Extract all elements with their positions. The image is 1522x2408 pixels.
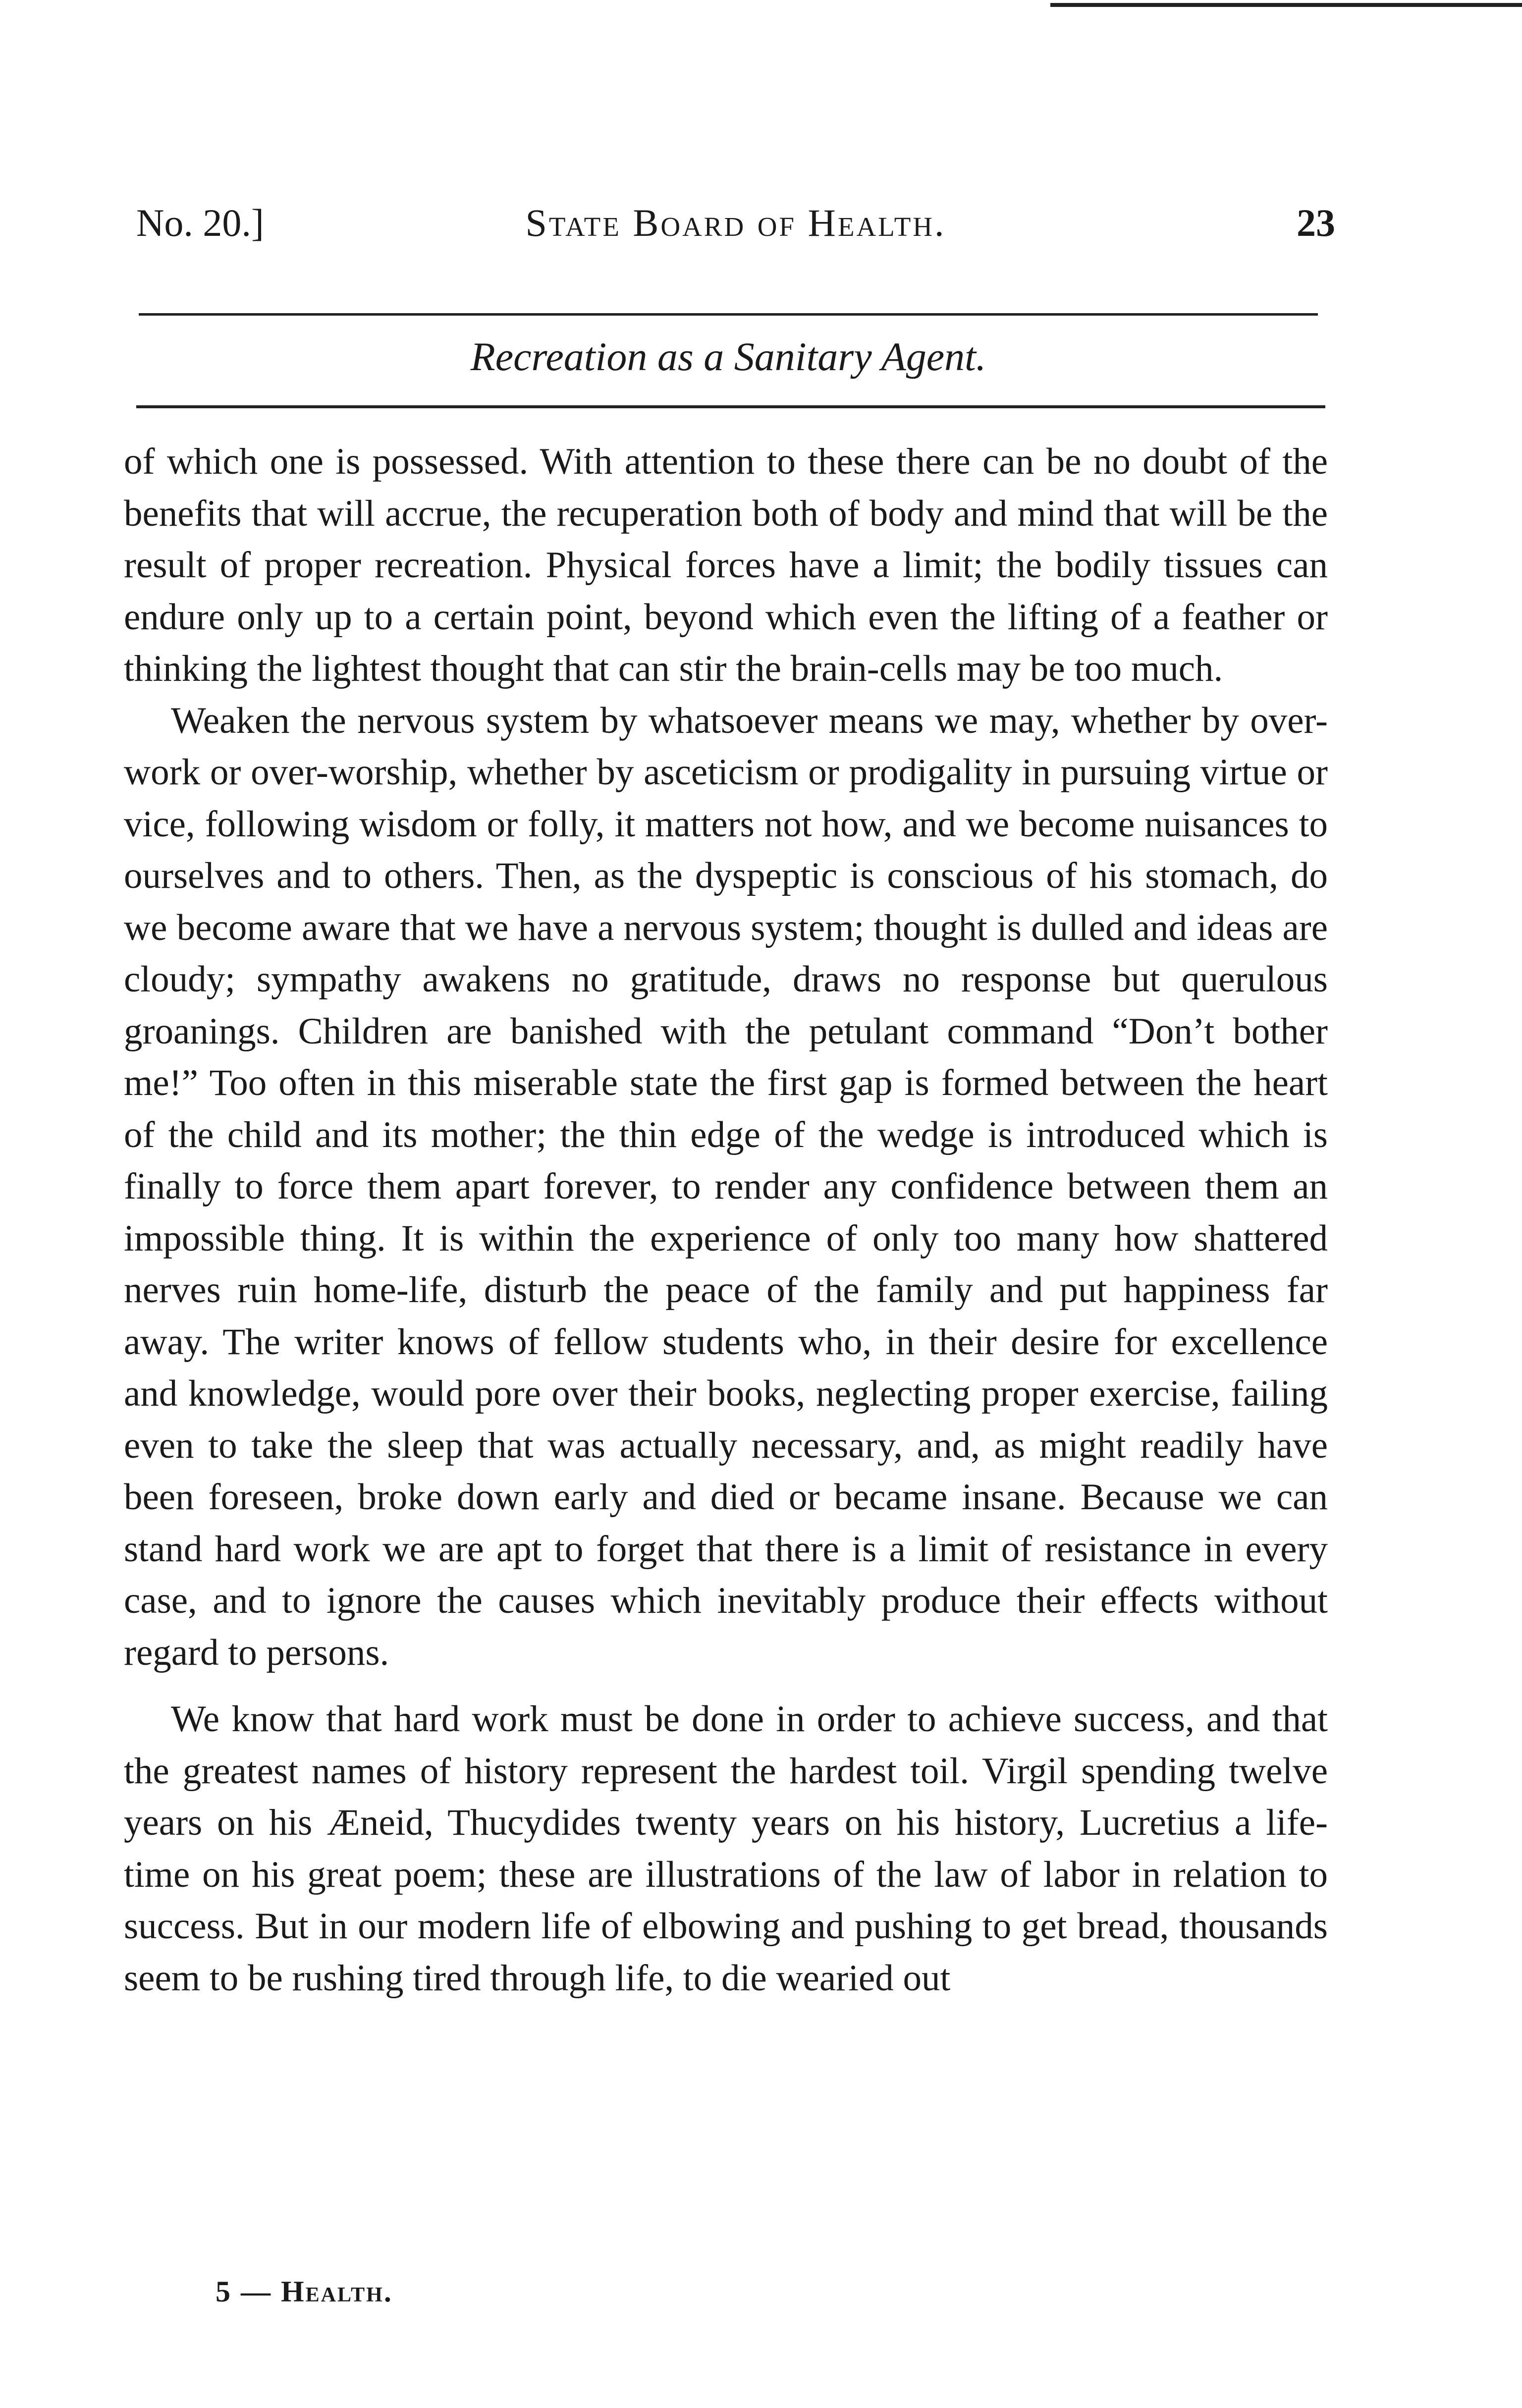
paragraph: Weaken the nervous system by whatsoever means we may, whether by over-work or over-worship, whether by asceticism or prodigality in pursuing virtue or vice, following wisdom or folly, it matters not how, and we become nuisances to ourselves and to others. Then, as the dyspeptic is conscious of his stomach, do we become aware that we have a nervous system; thought is dulled and ideas are cloudy; sympathy awakens no gratitude, draws no response but querulous groanings. Children are banished with the petulant command “Don’t bother me!” Too often in this miserable state the first gap is formed between the heart of the child and its mother; the thin edge of the wedge is introduced which is finally to force them apart forever, to render any confidence between them an impossible thing. It is within the experience of only too many how shattered nerves ruin home-life, disturb the peace of the family and put happiness far away. The writer knows of fellow students who, in their desire for excellence and knowledge, would pore over their books, neglecting proper exercise, failing even to take the sleep that was actually necessary, and, as might readily have been foreseen, broke down early and died or became insane. Because we can stand hard work we are apt to forget that there is a limit of resistance in every case, and to ignore the causes which inevitably produce their effects without regard to persons. bbox=[124, 700, 1328, 1673]
section-title: Recreation as a Sanitary Agent. bbox=[470, 334, 986, 379]
paragraph: We know that hard work must be done in order to achieve success, and that the greatest names of history represent the hardest toil. Virgil spending twelve years on his Æneid, Thucydides twenty years on his history, Lucretius a life-time on his great poem; these are illustrations of the law of labor in relation to success. But in our modern life of elbowing and pushing to get bread, thousands seem to be rushing tired through life, to die wearied out bbox=[124, 1698, 1328, 1999]
header-rule-top bbox=[139, 313, 1318, 316]
body-text bbox=[124, 436, 1328, 2004]
top-edge-rule bbox=[1050, 3, 1522, 7]
signature-mark: 5 — Health. bbox=[216, 2275, 393, 2308]
document-number: No. 20.] bbox=[136, 201, 264, 244]
running-header bbox=[136, 196, 1335, 250]
running-title: State Board of Health. bbox=[525, 201, 946, 244]
paragraph-continued: of which one is possessed. With attention to these there can be no doubt of the benefits that will accrue, the recuperation both of body and mind that will be the result of proper recreation. Physical forces have a limit; the bodily tissues can endure only up to a certain point, beyond which even the lifting of a feather or thinking the lightest thought that can stir the brain-cells may be too much. bbox=[124, 441, 1328, 689]
page-number: 23 bbox=[1297, 201, 1335, 244]
header-rule-bottom bbox=[136, 405, 1325, 408]
